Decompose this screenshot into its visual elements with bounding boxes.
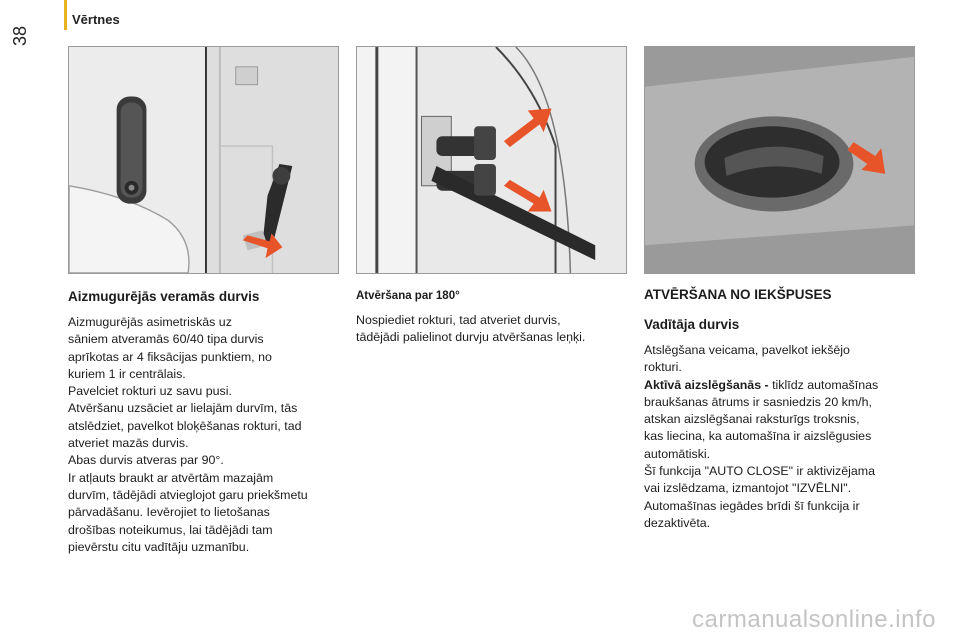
right-line: vai izslēdzama, izmantojot "IZVĒLNI". bbox=[644, 481, 852, 496]
hinge-180-photo bbox=[356, 46, 627, 274]
middle-column bbox=[356, 288, 626, 347]
section-header: Vērtnes bbox=[72, 12, 120, 27]
opening-inside-title: ATVĒRŠANA NO IEKŠPUSES bbox=[644, 287, 832, 302]
left-line: Abas durvis atveras par 90°. bbox=[68, 453, 224, 468]
right-line: Automašīnas iegādes brīdi šī funkcija ir bbox=[644, 498, 860, 513]
left-column bbox=[68, 288, 348, 556]
left-line: atslēdziet, pavelkot bloķēšanas rokturi, tad bbox=[68, 418, 302, 433]
watermark: carmanualsonline.info bbox=[692, 606, 936, 633]
right-column bbox=[644, 286, 924, 532]
right-line: braukšanas ātrums ir sasniedzis 20 km/h, bbox=[644, 394, 872, 409]
inner-handle-photo bbox=[644, 46, 915, 274]
middle-line: Nospiediet rokturi, tad atveriet durvis, bbox=[356, 313, 561, 327]
right-line: dezaktivēta. bbox=[644, 515, 711, 530]
left-line: sāniem atveramās 60/40 tipa durvis bbox=[68, 332, 264, 347]
left-line: durvīm, tādējādi atvieglojot garu priekšmetu bbox=[68, 487, 308, 502]
right-line: automātiski. bbox=[644, 446, 711, 461]
rear-doors-photo bbox=[68, 46, 339, 274]
right-line: rokturi. bbox=[644, 360, 682, 375]
right-line: Šī funkcija "AUTO CLOSE" ir aktivizējama bbox=[644, 464, 875, 479]
left-line: Ir atļauts braukt ar atvērtām mazajām bbox=[68, 470, 274, 485]
driver-door-subtitle: Vadītāja durvis bbox=[644, 317, 740, 332]
right-line: atskan aizslēgšanai raksturīgs troksnis, bbox=[644, 412, 860, 427]
left-line: atveriet mazās durvis. bbox=[68, 436, 189, 451]
left-line: Atvēršanu uzsāciet ar lielajām durvīm, tās bbox=[68, 401, 298, 416]
left-line: drošības noteikumus, lai tādējādi tam bbox=[68, 522, 273, 537]
left-line: kuriem 1 ir centrālais. bbox=[68, 366, 186, 381]
autolock-first: tiklīdz automašīnas bbox=[768, 377, 879, 392]
rear-doors-title: Aizmugurējās veramās durvis bbox=[68, 289, 260, 304]
left-line: aprīkotas ar 4 fiksācijas punktiem, no bbox=[68, 349, 272, 364]
right-line: Atslēgšana veicama, pavelkot iekšējo bbox=[644, 343, 850, 357]
right-line: kas liecina, ka automašīna ir aizslēgusies bbox=[644, 429, 872, 444]
left-line: Pavelciet rokturi uz savu pusi. bbox=[68, 384, 232, 399]
left-line: pārvadāšanu. Ievērojiet to lietošanas bbox=[68, 505, 270, 520]
page-number: 38 bbox=[10, 25, 30, 46]
left-line: pievērstu citu vadītāju uzmanību. bbox=[68, 539, 250, 554]
opening-180-title: Atvēršana par 180° bbox=[356, 290, 460, 302]
left-line: Aizmugurējās asimetriskās uz bbox=[68, 315, 232, 329]
middle-line: tādējādi palielinot durvju atvēršanas leņķi. bbox=[356, 330, 586, 345]
autolock-label: Aktīvā aizslēgšanās - bbox=[644, 377, 769, 392]
section-accent-bar bbox=[64, 0, 67, 30]
autolock-line bbox=[644, 377, 924, 394]
